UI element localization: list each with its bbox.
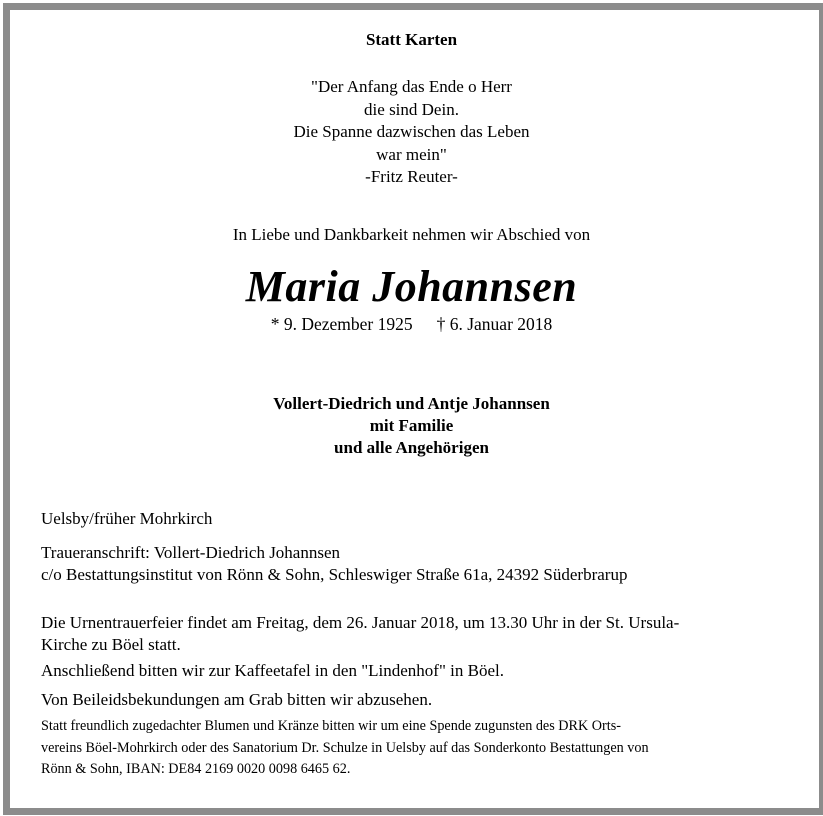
mourner-line: Vollert-Diedrich und Antje Johannsen	[273, 394, 550, 413]
funeral-info	[41, 612, 786, 656]
poem-quote	[0, 76, 823, 189]
place-of-residence: Uelsby/früher Mohrkirch	[41, 509, 213, 528]
mourners	[0, 393, 823, 459]
donation-line: Rönn & Sohn, IBAN: DE84 2169 0020 0098 6465 62.	[41, 761, 351, 777]
funeral-line: Kirche zu Böel statt.	[41, 635, 181, 654]
mourning-address	[41, 542, 786, 586]
poem-author: -Fritz Reuter-	[365, 167, 458, 186]
life-dates	[0, 314, 823, 335]
donation-line: Statt freundlich zugedachter Blumen und Kränze bitten wir um eine Spende zugunsten des DRK Orts-	[41, 718, 621, 734]
coffee-info: Anschließend bitten wir zur Kaffeetafel in den "Lindenhof" in Böel.	[41, 661, 504, 680]
poem-line: die sind Dein.	[364, 99, 459, 119]
donation-line: vereins Böel-Mohrkirch oder des Sanatorium Dr. Schulze in Uelsby auf das Sonderkonto Bestattungen von	[41, 739, 649, 756]
poem-line: Die Spanne dazwischen das Leben	[293, 122, 530, 141]
header-statt-karten: Statt Karten	[365, 30, 458, 49]
poem-line: "Der Anfang das Ende o Herr	[311, 77, 512, 96]
mourner-line: mit Familie	[369, 416, 454, 435]
poem-line: war mein"	[376, 144, 447, 164]
birth-date: * 9. Dezember 1925	[270, 314, 413, 334]
address-line: c/o Bestattungsinstitut von Rönn & Sohn, Schleswiger Straße 61a, 24392 Süderbrarup	[41, 565, 628, 584]
mourner-line: und alle Angehörigen	[334, 438, 489, 457]
intro-text: In Liebe und Dankbarkeit nehmen wir Abschied von	[232, 225, 591, 244]
donation-note	[41, 716, 786, 781]
funeral-line: Die Urnentrauerfeier findet am Freitag, dem 26. Januar 2018, um 13.30 Uhr in der St. Ursula-	[41, 613, 680, 632]
death-date: † 6. Januar 2018	[436, 314, 553, 334]
deceased-name: Maria Johannsen	[245, 262, 578, 311]
address-line: Traueranschrift: Vollert-Diedrich Johannsen	[41, 543, 341, 562]
condolence-note: Von Beileidsbekundungen am Grab bitten wir abzusehen.	[41, 690, 433, 709]
